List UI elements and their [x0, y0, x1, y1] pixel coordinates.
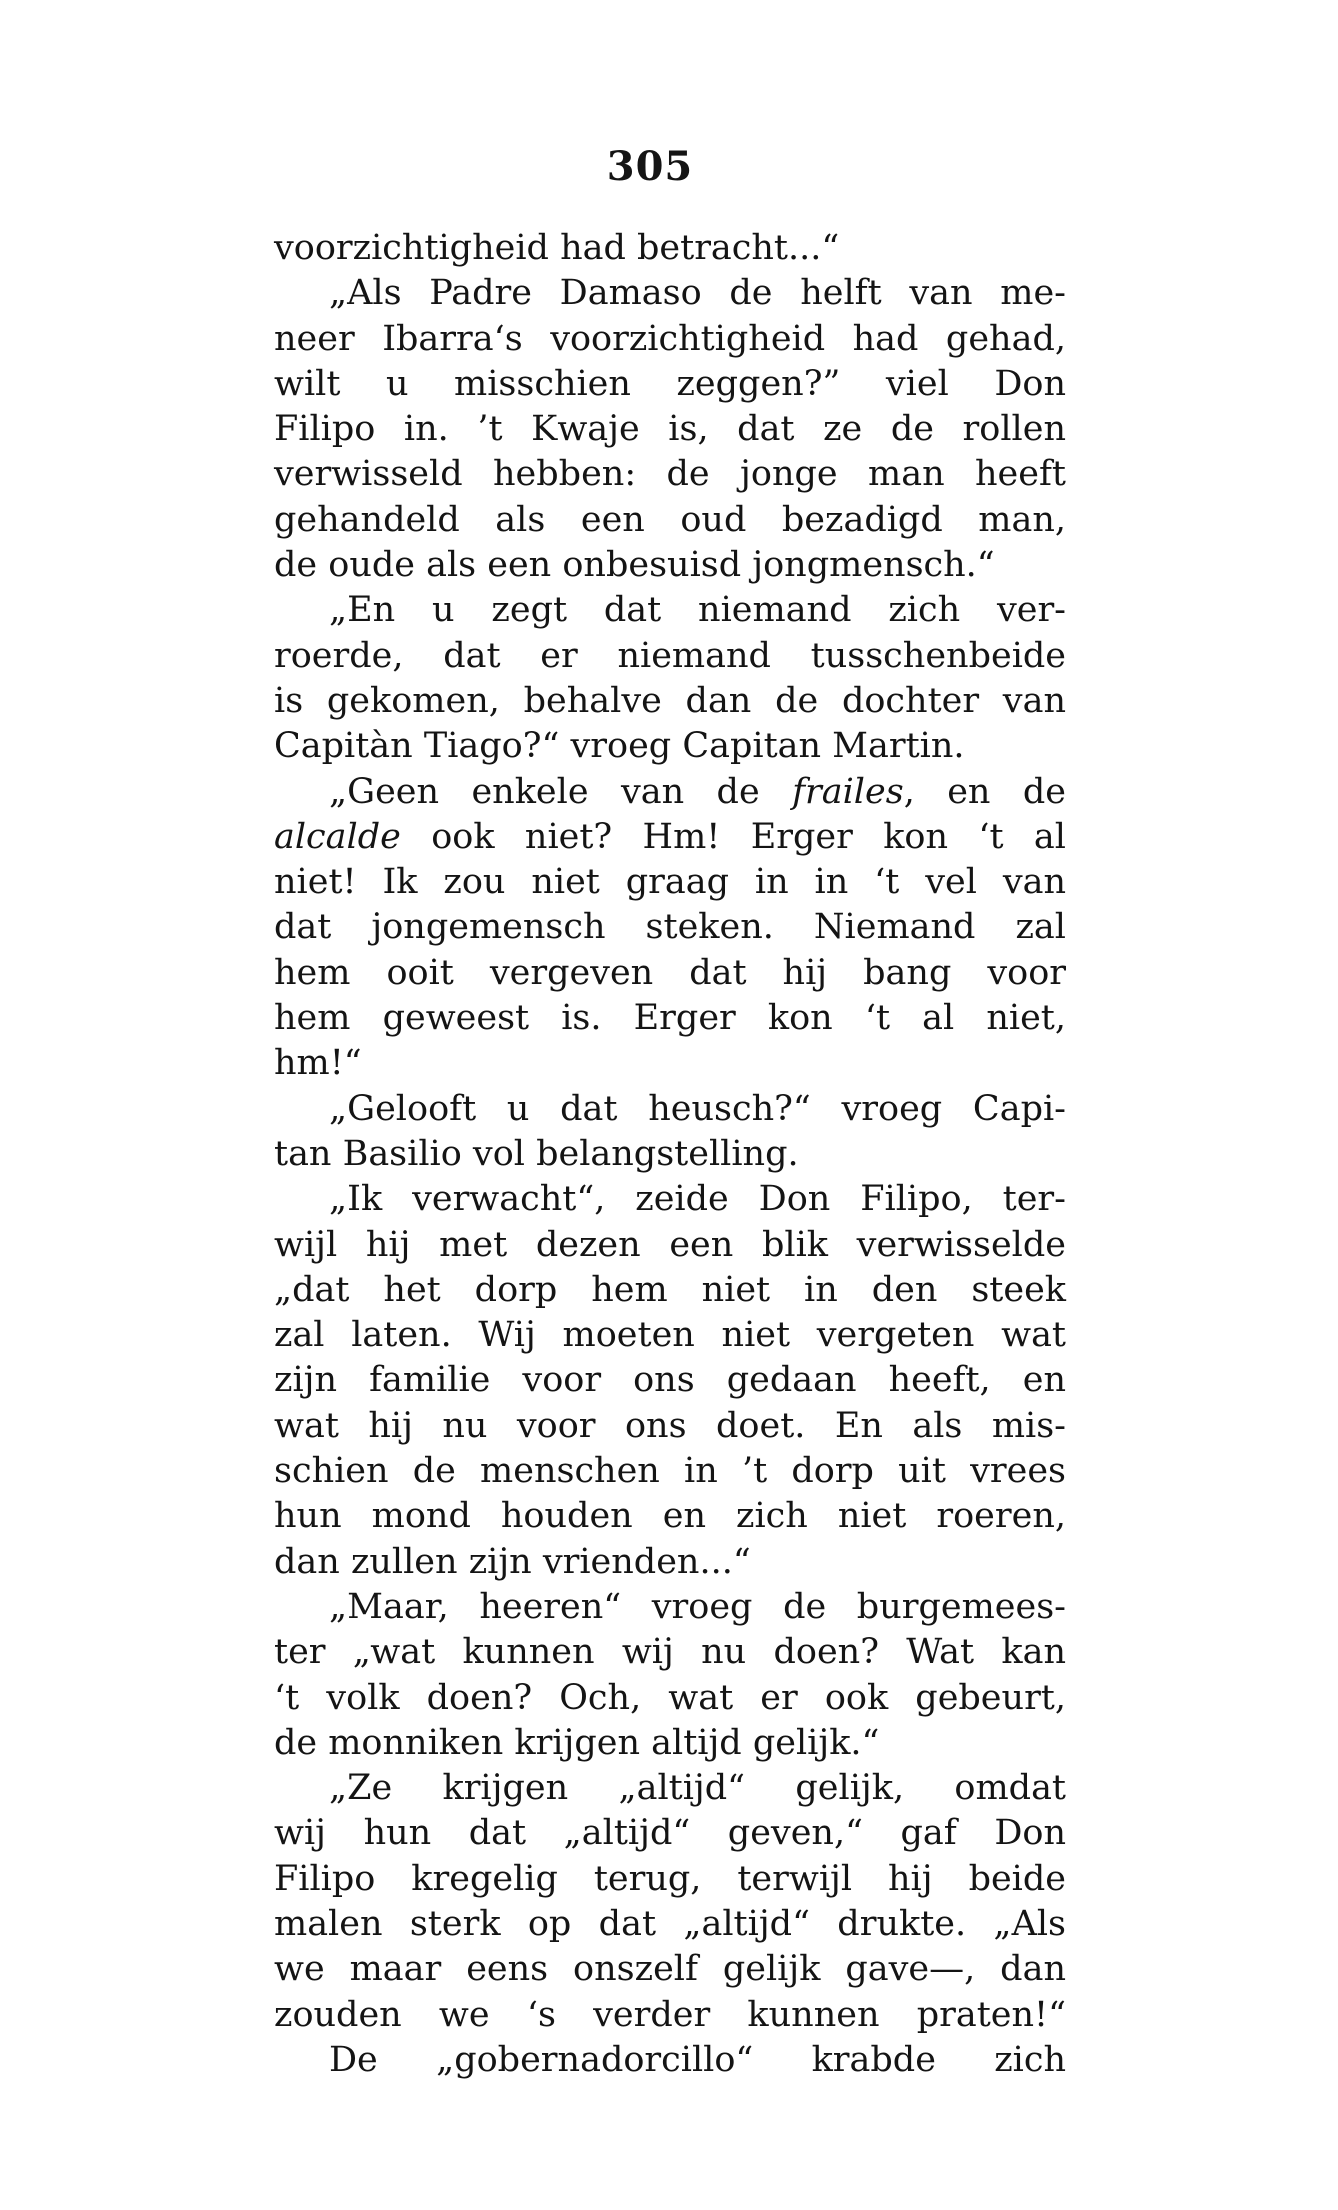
text-line: de oude als een onbesuisd jongmensch.“ [274, 545, 995, 586]
text-line: alcalde ook niet? Hm! Erger kon ‘t al [274, 816, 1066, 857]
text-line: Capitàn Tiago?“ vroeg Capitan Martin. [274, 726, 965, 767]
italic-word: frailes [792, 771, 904, 812]
text-line: roerde, dat er niemand tusschenbeide [274, 635, 1066, 676]
text-line: wilt u misschien zeggen?” viel Don [274, 363, 1066, 404]
text-line: zijn familie voor ons gedaan heeft, en [274, 1360, 1066, 1401]
text-line: „En u zegt dat niemand zich ver- [329, 590, 1066, 631]
text-line: verwisseld hebben: de jonge man heeft [274, 454, 1066, 495]
text-line: zal laten. Wij moeten niet vergeten wat [274, 1315, 1066, 1356]
text-line: wij hun dat „altijd“ geven,“ gaf Don [274, 1813, 1066, 1854]
text-line: ‘t volk doen? Och, wat er ook gebeurt, [274, 1677, 1066, 1718]
text-line: neer Ibarra‘s voorzichtigheid had gehad, [274, 318, 1066, 359]
body-text [274, 226, 1066, 2083]
text-line: Filipo kregelig terug, terwijl hij beide [274, 1858, 1066, 1899]
text-line: malen sterk op dat „altijd“ drukte. „Als [274, 1903, 1066, 1944]
text-line: schien de menschen in ’t dorp uit vrees [274, 1451, 1066, 1492]
text-line: ter „wat kunnen wij nu doen? Wat kan [274, 1632, 1066, 1673]
text-line: hun mond houden en zich niet roeren, [274, 1496, 1066, 1537]
text-line: wijl hij met dezen een blik verwisselde [274, 1224, 1066, 1265]
italic-word: alcalde [274, 816, 401, 857]
text-line: hem ooit vergeven dat hij bang voor [274, 952, 1066, 993]
text-line: is gekomen, behalve dan de dochter van [274, 680, 1066, 721]
text-line: „Ik verwacht“, zeide Don Filipo, ter- [329, 1179, 1066, 1220]
text-line: we maar eens onszelf gelijk gave—, dan [274, 1949, 1066, 1990]
text-line: „Geen enkele van de frailes, en de [329, 771, 1066, 812]
text-line: „Als Padre Damaso de helft van me- [329, 273, 1066, 314]
page-number: 305 [606, 143, 694, 190]
text-line: Filipo in. ’t Kwaje is, dat ze de rollen [274, 409, 1066, 450]
text-line: zouden we ‘s verder kunnen praten!“ [274, 1994, 1066, 2035]
text-line: hm!“ [274, 1043, 362, 1084]
text-line: hem geweest is. Erger kon ‘t al niet, [274, 998, 1066, 1039]
text-line: wat hij nu voor ons doet. En als mis- [274, 1405, 1066, 1446]
text-line: niet! Ik zou niet graag in in ‘t vel van [274, 862, 1066, 903]
text-line: „Ze krijgen „altijd“ gelijk, omdat [329, 1768, 1066, 1809]
text-line: gehandeld als een oud bezadigd man, [274, 499, 1066, 540]
text-line: de monniken krijgen altijd gelijk.“ [274, 1722, 880, 1763]
text-line: „Gelooft u dat heusch?“ vroeg Capi- [329, 1088, 1066, 1129]
text-line: tan Basilio vol belangstelling. [274, 1133, 799, 1174]
text-line: De „gobernadorcillo“ krabde zich [329, 2039, 1066, 2080]
text-line: „dat het dorp hem niet in den steek [274, 1269, 1066, 1310]
text-line: „Maar, heeren“ vroeg de burgemees- [329, 1586, 1066, 1627]
text-line: dan zullen zijn vrienden...“ [274, 1541, 751, 1582]
text-line: voorzichtigheid had betracht...“ [274, 228, 840, 268]
text-line: dat jongemensch steken. Niemand zal [274, 907, 1066, 948]
